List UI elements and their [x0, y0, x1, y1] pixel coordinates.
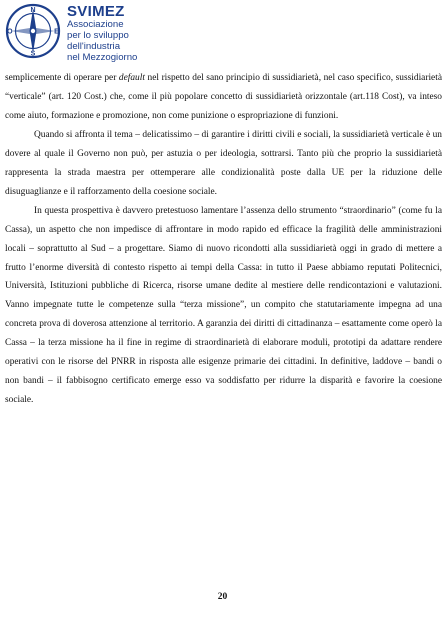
- org-identity: [67, 4, 137, 63]
- document-body: [5, 69, 442, 410]
- compass-west-letter: O: [7, 28, 13, 36]
- paragraph-perspective: In questa prospettiva è davvero pretestuoso lamentare l’assenza dello strumento “straordinario” (come fu la Cassa), un aspetto che non impedisce di affrontare in modo rapido ed efficace la fragilità delle amministrazioni locali – soprattutto al Sud – a progettare. Siamo di nuovo ricondotti alla sussidiarietà oggi in grado di mettere a frutto l’enorme diversità di contesto rispetto ai tempi della Cassa: in tutto il Paese abbiamo reputati Politecnici, Università, Istituzioni pubbliche di Ricerca, risorse umane dedite al mestiere delle rendicontazioni e valutazioni. Vanno impegnate tutte le competenze sulla “terza missione”, un compito che statutariamente impegna ad una concreta prova di doverosa attenzione al territorio. A garanzia dei diritti di cittadinanza – esattamente come operò la Cassa – la terza missione ha il fine in regime di straordinarietà di elaborare moduli, prototipi da adattare rendere operativi con le risorse del PNRR in risposta alle esigenze primarie dei cittadini. In definitive, laddove – bandi o non bandi – il fabbisogno certificato emerge esso va soddisfatto per ridurre la disparità e favorire la coesione sociale.: [5, 205, 442, 406]
- page-header: [5, 3, 305, 63]
- org-subtitle-line: Associazione: [67, 19, 124, 30]
- paragraph-text: semplicemente di operare per: [5, 73, 119, 83]
- svimez-compass-logo: [5, 3, 61, 59]
- paragraph-text: nel rispetto del sano principio di sussidiarietà, nel caso specifico, sussidiarietà “verticale” (art. 120 Cost.) che, come il più popolare concetto di sussidiarietà orizzontale (art.118 Cost), va inteso come aiuto, formazione e promozione, non come punizione o espropriazione di funzioni.: [5, 73, 442, 121]
- compass-south-letter: S: [30, 50, 36, 58]
- compass-north-letter: N: [30, 6, 36, 14]
- org-name: SVIMEZ: [67, 3, 125, 20]
- paragraph-continuation: [5, 69, 442, 126]
- page-number: 20: [217, 592, 228, 602]
- emphasized-term: default: [118, 73, 145, 83]
- org-subtitle-line: per lo sviluppo: [67, 30, 129, 41]
- org-subtitle-line: dell'industria: [67, 41, 121, 52]
- paragraph-civil-rights: Quando si affronta il tema – delicatissimo – di garantire i diritti civili e sociali, la sussidiarietà verticale è un dovere al quale il Governo non può, per astuzia o per ideologia, sottrarsi. Tanto più che proprio la sussidiarietà rappresenta la strada maestra per ottemperare alle condizionalità poste dalla UE per la riduzione delle disuguaglianze e il rafforzamento della coesione sociale.: [5, 129, 442, 197]
- compass-east-letter: E: [54, 28, 59, 36]
- org-subtitle-line: nel Mezzogiorno: [67, 52, 138, 63]
